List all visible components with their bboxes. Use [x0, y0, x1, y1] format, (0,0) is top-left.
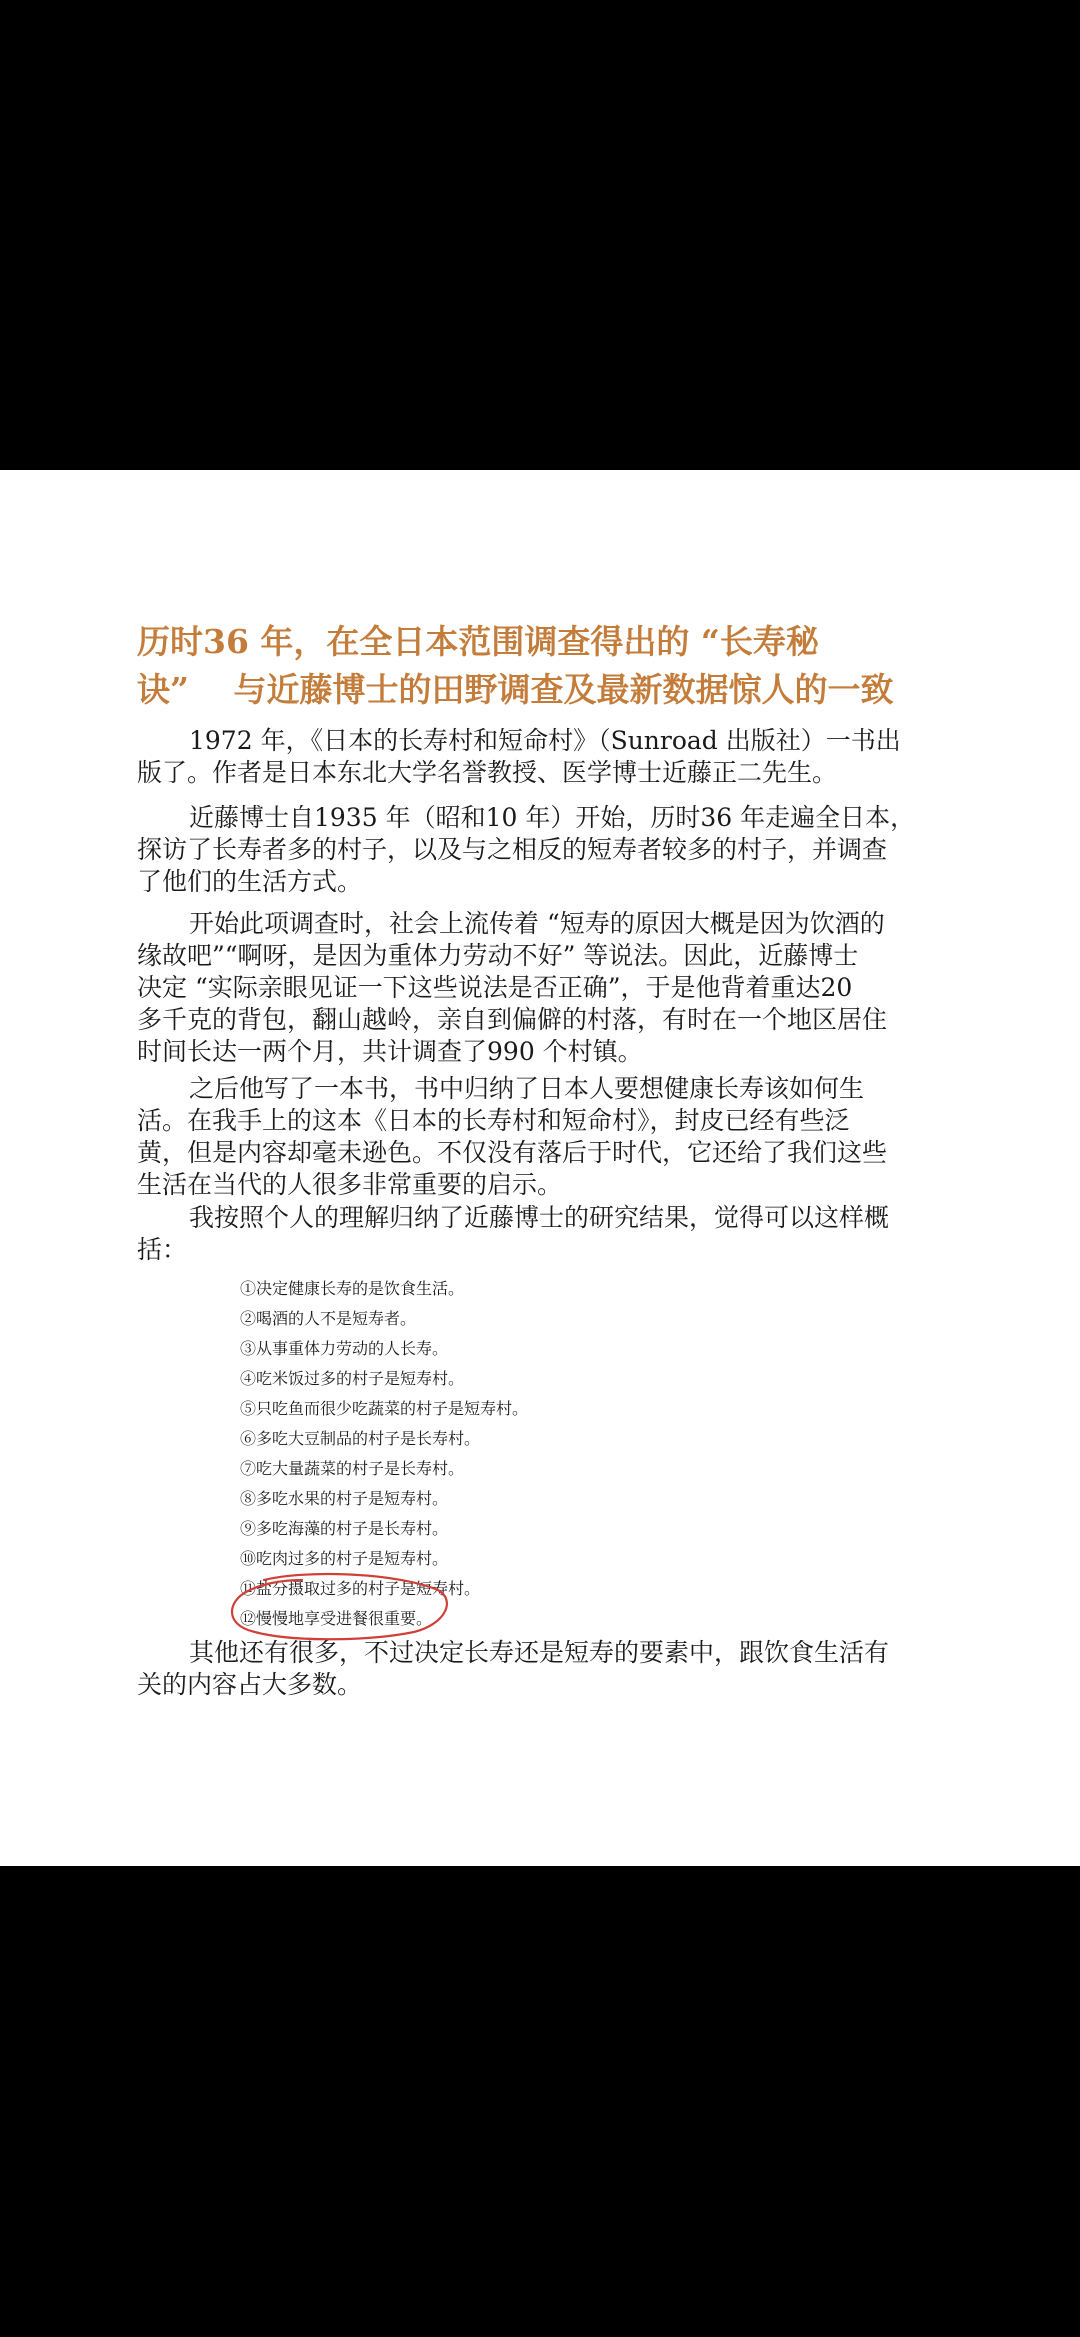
list-item: ⑩吃肉过多的村子是短寿村。	[240, 1549, 449, 1568]
paragraph-line: 之后他写了一本书，书中归纳了日本人要想健康长寿该如何生	[189, 1074, 865, 1103]
document-page	[0, 470, 1080, 1866]
paragraph-line: 括：	[137, 1235, 188, 1264]
paragraph-line: 探访了长寿者多的村子，以及与之相反的短寿者较多的村子，并调查	[137, 835, 888, 864]
paragraph-5	[137, 1202, 947, 1266]
closing-paragraph	[137, 1637, 947, 1701]
list-item: ④吃米饭过多的村子是短寿村。	[240, 1369, 465, 1388]
paragraph-2	[137, 802, 947, 898]
paragraph-1	[137, 725, 947, 789]
paragraph-line: 决定 “实际亲眼见证一下这些说法是否正确”，于是他背着重达20	[137, 973, 853, 1002]
paragraph-line: 时间长达一两个月，共计调查了990 个村镇。	[137, 1037, 643, 1066]
list-item: ⑧多吃水果的村子是短寿村。	[240, 1489, 449, 1508]
paragraph-line: 了他们的生活方式。	[137, 867, 363, 896]
list-item: ⑦吃大量蔬菜的村子是长寿村。	[240, 1459, 465, 1478]
paragraph-line: 其他还有很多，不过决定长寿还是短寿的要素中，跟饮食生活有	[189, 1638, 890, 1667]
list-item: ⑤只吃鱼而很少吃蔬菜的村子是短寿村。	[240, 1399, 529, 1418]
list-item: ⑥多吃大豆制品的村子是长寿村。	[240, 1429, 481, 1448]
paragraph-line: 活。在我手上的这本《日本的长寿村和短命村》，封皮已经有些泛	[137, 1106, 850, 1135]
paragraph-line: 关的内容占大多数。	[137, 1670, 363, 1699]
paragraph-line: 多千克的背包，翻山越岭，亲自到偏僻的村落，有时在一个地区居住	[137, 1005, 888, 1034]
list-item: ⑨多吃海藻的村子是长寿村。	[240, 1519, 449, 1538]
paragraph-line: 开始此项调查时，社会上流传着 “短寿的原因大概是因为饮酒的	[189, 909, 885, 938]
paragraph-4	[137, 1073, 947, 1201]
list-item: ②喝酒的人不是短寿者。	[240, 1309, 417, 1328]
page-title	[137, 618, 957, 714]
title-line-2: 诀” 与近藤博士的田野调查及最新数据惊人的一致	[137, 670, 894, 709]
paragraph-line: 版了。作者是日本东北大学名誉教授、医学博士近藤正二先生。	[137, 758, 838, 787]
paragraph-line: 我按照个人的理解归纳了近藤博士的研究结果，觉得可以这样概	[189, 1203, 890, 1232]
paragraph-3	[137, 908, 947, 1068]
title-line-1: 历时36 年，在全日本范围调查得出的 “长寿秘	[137, 622, 819, 661]
list-item: ③从事重体力劳动的人长寿。	[240, 1339, 449, 1358]
paragraph-line: 缘故吧”“啊呀，是因为重体力劳动不好” 等说法。因此，近藤博士	[137, 941, 859, 970]
paragraph-line: 1972 年，《日本的长寿村和短命村》（Sunroad 出版社）一书出	[189, 726, 901, 755]
list-item: ⑪盐分摄取过多的村子是短寿村。	[240, 1579, 481, 1598]
findings-list	[240, 1274, 528, 1634]
paragraph-line: 近藤博士自1935 年（昭和10 年）开始，历时36 年走遍全日本，	[189, 803, 916, 832]
paragraph-line: 生活在当代的人很多非常重要的启示。	[137, 1170, 563, 1199]
list-item: ①决定健康长寿的是饮食生活。	[240, 1279, 465, 1298]
list-item: ⑫慢慢地享受进餐很重要。	[240, 1609, 433, 1628]
paragraph-line: 黄，但是内容却毫未逊色。不仅没有落后于时代，它还给了我们这些	[137, 1138, 888, 1167]
